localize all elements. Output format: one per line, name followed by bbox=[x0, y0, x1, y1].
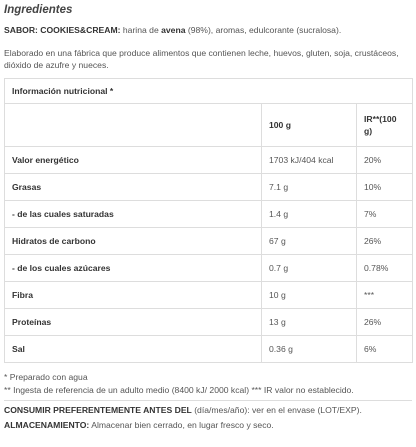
nutrition-row bbox=[5, 201, 413, 228]
nutrient-ir: 7% bbox=[357, 201, 413, 228]
nutrient-ir: 10% bbox=[357, 174, 413, 201]
storage-label: ALMACENAMIENTO: bbox=[4, 420, 90, 430]
allergen-statement: Elaborado en una fábrica que produce alimentos que contienen leche, huevos, gluten, soja, crustáceos, dióxido de azufre y nueces. bbox=[4, 48, 399, 71]
nutrient-per-100g: 7.1 g bbox=[262, 174, 357, 201]
nutrient-per-100g: 13 g bbox=[262, 309, 357, 336]
nutrient-ir: 26% bbox=[357, 309, 413, 336]
nutrient-per-100g: 1703 kJ/404 kcal bbox=[262, 147, 357, 174]
nutrition-row bbox=[5, 255, 413, 282]
nutrient-ir: 0.78% bbox=[357, 255, 413, 282]
nutrition-column-header-row bbox=[5, 104, 413, 147]
nutrient-ir: 26% bbox=[357, 228, 413, 255]
nutrition-row bbox=[5, 228, 413, 255]
nutrition-row bbox=[5, 147, 413, 174]
note-prepared: * Preparado con agua bbox=[4, 372, 88, 382]
nutrient-label: - de los cuales azúcares bbox=[5, 255, 262, 282]
best-before-text: (día/mes/año): ver en el envase (LOT/EXP). bbox=[191, 405, 362, 415]
table-notes bbox=[4, 371, 412, 397]
nutrition-row bbox=[5, 309, 413, 336]
nutrient-label: Valor energético bbox=[5, 147, 262, 174]
nutrient-ir: 20% bbox=[357, 147, 413, 174]
divider bbox=[4, 400, 412, 401]
nutrition-table-header-row bbox=[5, 79, 413, 104]
nutrition-row bbox=[5, 174, 413, 201]
nutrient-label: Grasas bbox=[5, 174, 262, 201]
nutrient-label: - de las cuales saturadas bbox=[5, 201, 262, 228]
nutrient-label: Hidratos de carbono bbox=[5, 228, 262, 255]
nutrient-label: Fibra bbox=[5, 282, 262, 309]
nutrient-per-100g: 0.7 g bbox=[262, 255, 357, 282]
nutrient-ir: *** bbox=[357, 282, 413, 309]
ingredients-before: harina de bbox=[120, 25, 162, 35]
storage-line bbox=[4, 419, 412, 431]
nutrition-table-header: Información nutricional * bbox=[5, 79, 413, 104]
column-header-empty bbox=[5, 104, 262, 147]
column-header-100g: 100 g bbox=[262, 104, 357, 147]
nutrition-row bbox=[5, 282, 413, 309]
nutrient-per-100g: 67 g bbox=[262, 228, 357, 255]
note-reference: ** Ingesta de referencia de un adulto medio (8400 kJ/ 2000 kcal) *** IR valor no establecido. bbox=[4, 385, 354, 395]
nutrient-label: Sal bbox=[5, 336, 262, 363]
best-before-line bbox=[4, 404, 412, 416]
ingredients-heading: Ingredientes bbox=[4, 4, 73, 16]
column-header-ir: IR**(100 g) bbox=[357, 104, 413, 147]
nutrient-per-100g: 0.36 g bbox=[262, 336, 357, 363]
ingredients-text bbox=[4, 24, 412, 36]
storage-text: Almacenar bien cerrado, en lugar fresco y seco. bbox=[89, 420, 274, 430]
nutrition-row bbox=[5, 336, 413, 363]
nutrient-per-100g: 10 g bbox=[262, 282, 357, 309]
flavor-label: SABOR: COOKIES&CREAM: bbox=[4, 25, 121, 35]
best-before-label: CONSUMIR PREFERENTEMENTE ANTES DEL bbox=[4, 405, 192, 415]
ingredients-after: (98%), aromas, edulcorante (sucralosa). bbox=[185, 25, 342, 35]
ingredients-bold-oat: avena bbox=[161, 25, 186, 35]
nutrient-per-100g: 1.4 g bbox=[262, 201, 357, 228]
nutrient-label: Proteínas bbox=[5, 309, 262, 336]
nutrition-table bbox=[4, 78, 413, 363]
nutrient-ir: 6% bbox=[357, 336, 413, 363]
